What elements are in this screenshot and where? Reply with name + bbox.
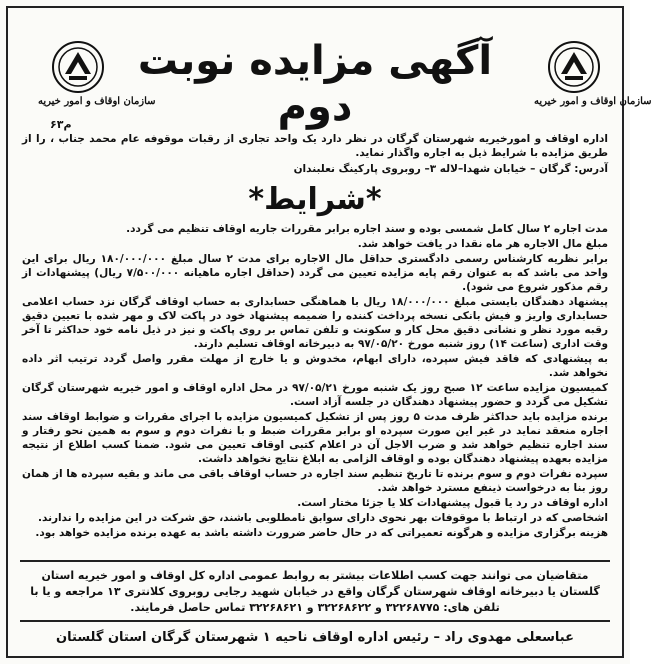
condition-paragraph: سپرده نفرات دوم و سوم برنده تا تاریخ تنظیم سند اجاره در حساب اوقاف باقی می ماند و بقیه سپرده ها از همان روز بنا به درخواست ذینفع مسترد خواهد شد.	[22, 468, 608, 494]
condition-paragraph: برنده مزایده باید حداکثر ظرف مدت ۵ روز پس از تشکیل کمیسیون مزایده با اجرای مقررات و ضوابط اوقاف سند اجاره منعقد نماید در غیر این صورت سپرده او برابر مقررات ضبط و با نفرات دوم و سوم به همین نحو رفتار و سند اجاره تنظیم خواهد شد و ضرب الاجل آن در اعلام کتبی اوقاف تعیین می شود. ضمنا کسب اطلاع از نتیجه مزایده بعهده پیشنهاد دهندگان بوده و اوقاف الزامی به ابلاغ نتایج نخواهد داشت.	[22, 411, 608, 465]
condition-paragraph: مبلغ مال الاجاره هر ماه نقدا در یافت خواهد شد.	[357, 238, 608, 250]
logo-right	[534, 40, 652, 112]
condition-paragraph: به پیشنهادی که فاقد فیش سپرده، دارای ابهام، مخدوش و یا خارج از مهلت مقرر واصل گردد ترتیب اثر داده نخواهد شد.	[22, 353, 608, 379]
address-text: آدرس: گرگان – خیابان شهدا–لاله ۳– روبروی پارکینگ نعلبندان	[293, 163, 608, 175]
condition-paragraph: اداره اوقاف در رد یا قبول پیشنهادات کلا یا جزئا مختار است.	[297, 497, 608, 509]
logo-caption: سازمان اوقاف و امور خیریه	[38, 96, 156, 107]
condition-paragraph: اشخاصی که در ارتباط با موقوفات بهر نحوی دارای سوابق نامطلوبی باشند، حق شرکت در این مزایده را ندارند.	[38, 512, 608, 524]
condition-paragraph: مدت اجاره ۲ سال کامل شمسی بوده و سند اجاره برابر مقررات جاریه اوقاف تنظیم می گردد.	[126, 223, 608, 235]
logo-caption: سازمان اوقاف و امور خیریه	[534, 96, 652, 107]
intro-text: اداره اوقاف و امورخیریه شهرستان گرگان در نظر دارد یک واحد تجاری از رقبات موقوفه عام محمد جناب ، را از طریق مزایده با شرایط ذیل به اجاره واگذار نماید.	[22, 133, 608, 159]
conditions-heading: *شرایط*	[248, 182, 382, 217]
signature-line: عباسعلی مهدوی راد – رئیس اداره اوقاف ناحیه ۱ شهرستان گرگان استان گلستان	[56, 630, 574, 645]
awqaf-emblem-icon	[547, 40, 601, 94]
condition-paragraph: هزینه برگزاری مزایده و هرگونه تعمیراتی که در حال حاضر ضرورت داشته باشد به عهده برنده مزایده خواهد بود.	[35, 527, 608, 539]
ad-title: آگهی مزایده نوبت دوم	[137, 38, 493, 130]
condition-paragraph: پیشنهاد دهندگان بایستی مبلغ ۱۸/۰۰۰/۰۰۰ ریال با هماهنگی حسابداری به حساب اوقاف گرگان نزد حساب اعلامی حسابداری واریز و فیش بانکی نسخه پرداخت کننده را ضمیمه پیشنهاد خود در پاکت لاک و مهر شده با تعیین دقیق رقبه مورد نظر و نشانی دقیق محل کار و سکونت و تلفن تماس بر روی پاکت و نیز در ذیل نامه خود حداکثر تا آخر وقت اداری (ساعت ۱۴) روز شنبه مورخ ۹۷/۰۵/۲۰ به دبیرخانه اوقاف تسلیم دارند.	[22, 296, 608, 350]
logo-left	[38, 40, 156, 112]
contact-info: متقاضیان می توانند جهت کسب اطلاعات بیشتر به روابط عمومی اداره کل اوقاف و امور خیریه استان گلستان یا دبیرخانه اوقاف شهرستان گرگان واقع در خیابان شهید رجایی روبروی کلانتری ۱۳ مراجعه و یا با تلفن های: ۳۲۲۶۸۷۷۵ و ۳۲۲۶۸۶۲۲ و ۳۲۲۶۸۶۲۱ تماس حاصل فرمایند.	[20, 560, 610, 622]
condition-paragraph: برابر نظریه کارشناس رسمی دادگستری حداقل مال الاجاره برای مدت ۲ سال مبلغ ۱۸۰/۰۰۰/۰۰۰ ریال برای این واحد می باشد که به عنوان رقم پایه مزایده تعیین می گردد (حداقل اجاره ماهیانه ۷/۵۰۰/۰۰۰ ریال) پیشنهادات از رقم مذکور شروع می شود).	[22, 253, 609, 293]
conditions-body	[22, 222, 608, 541]
condition-paragraph: کمیسیون مزایده ساعت ۱۲ صبح روز یک شنبه مورخ ۹۷/۰۵/۲۱ در محل اداره اوقاف و امور خیریه شهرستان گرگان تشکیل می گردد و حضور پیشنهاد دهندگان در جلسه آزاد است.	[22, 382, 608, 408]
awqaf-emblem-icon	[51, 40, 105, 94]
ad-code: ۶۳م	[50, 118, 72, 131]
